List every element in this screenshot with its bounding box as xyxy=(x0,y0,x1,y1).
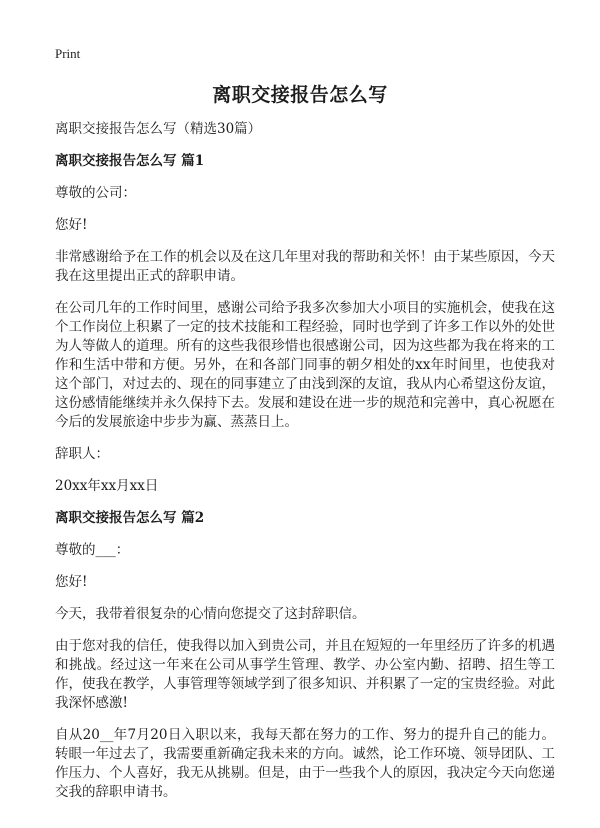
section-1-date: 20xx年xx月xx日 xyxy=(55,478,159,494)
page-title: 离职交接报告怎么写 xyxy=(212,84,388,106)
section-1-salutation: 尊敬的公司： xyxy=(55,185,136,201)
document-subtitle: 离职交接报告怎么写（精选30篇） xyxy=(55,121,262,137)
section-2-greeting: 您好! xyxy=(55,574,88,590)
print-label: Print xyxy=(55,46,81,61)
section-2-salutation: 尊敬的___： xyxy=(55,542,130,558)
section-1-heading: 离职交接报告怎么写 篇1 xyxy=(55,153,205,169)
section-2-heading: 离职交接报告怎么写 篇2 xyxy=(55,510,205,526)
section-2-paragraph-3: 自从20__年7月20日入职以来，我每天都在努力的工作、努力的提升自己的能力。转眼一年过去了，我需要重新确定我未来的方向。诚然，论工作环境、领导团队、工作压力、个人喜好，我无从挑剔。但是，由于一些我个人的原因，我决定今天向您递交我的辞职申请书。 xyxy=(55,727,555,800)
section-1-paragraph-1: 非常感谢给予在工作的机会以及在这几年里对我的帮助和关怀！由于某些原因，今天我在这里提出正式的辞职申请。 xyxy=(55,249,555,284)
section-1-signer: 辞职人： xyxy=(55,446,109,462)
section-1-greeting: 您好! xyxy=(55,217,88,233)
section-1-paragraph-2: 在公司几年的工作时间里，感谢公司给予我多次参加大小项目的实施机会，使我在这个工作岗位上积累了一定的技术技能和工程经验，同时也学到了许多工作以外的处世为人等做人的道理。所有的这些我很珍惜也很感谢公司，因为这些都为我在将来的工作和生活中带和方便。另外，在和各部门同事的朝夕相处的xx年时间里，也使我对这个部门，对过去的、现在的同事建立了由浅到深的友谊，我从内心希望这份友谊，这份感情能继续并永久保持下去。发展和建设在进一步的规范和完善中，真心祝愿在今后的发展旅途中步步为赢、蒸蒸日上。 xyxy=(55,300,555,430)
section-2-paragraph-2: 由于您对我的信任，使我得以加入到贵公司，并且在短短的一年里经历了许多的机遇和挑战。经过这一年来在公司从事学生管理、教学、办公室内勤、招聘、招生等工作，使我在教学，人事管理等领域学到了很多知识、并积累了一定的宝贵经验。对此我深怀感激! xyxy=(55,638,555,711)
document-body xyxy=(55,120,555,815)
section-2-paragraph-1: 今天，我带着很复杂的心情向您提交了这封辞职信。 xyxy=(55,606,366,622)
